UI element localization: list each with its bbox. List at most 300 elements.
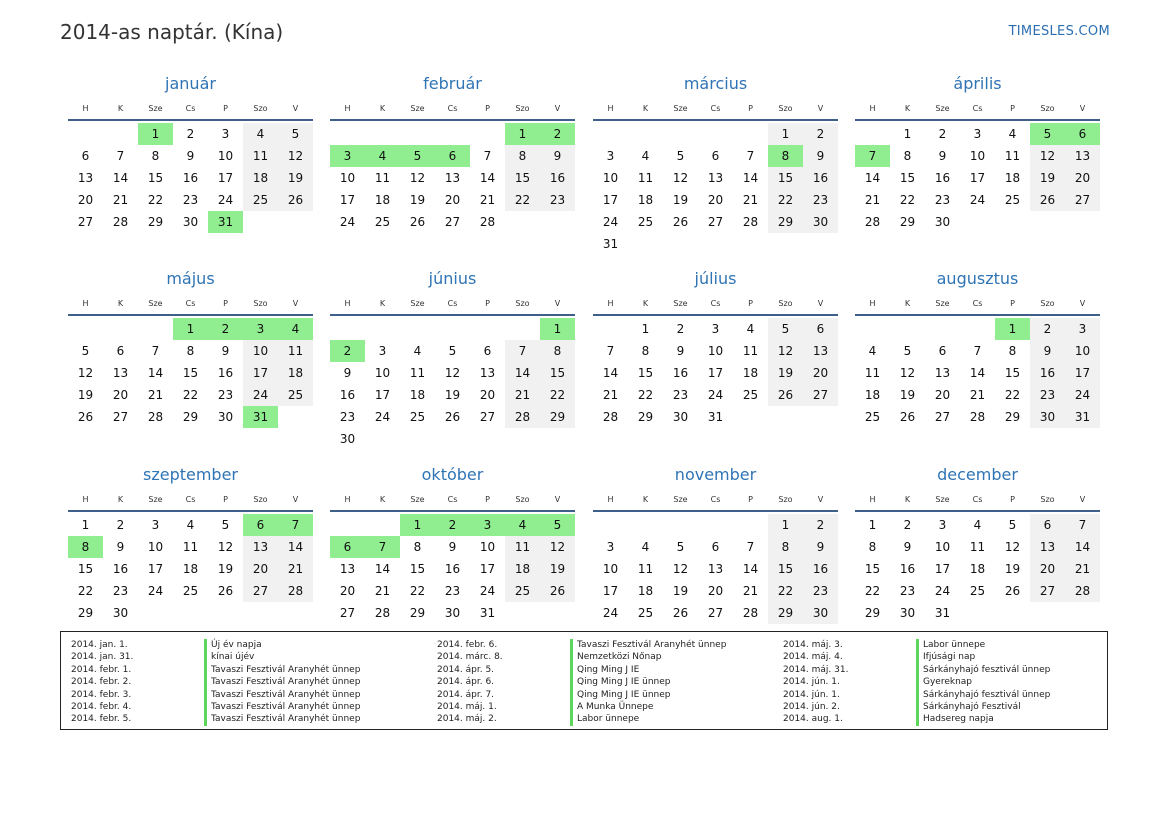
day-cell: 19 bbox=[899, 388, 916, 402]
weekday-label: Szo bbox=[778, 494, 793, 504]
legend-row bbox=[783, 701, 1050, 713]
weekday-label: K bbox=[642, 494, 649, 504]
day-cell: 20 bbox=[444, 193, 461, 207]
legend-row bbox=[71, 676, 360, 688]
day-cell: 19 bbox=[278, 167, 313, 189]
day-cell: 23 bbox=[182, 193, 199, 207]
day-cell: 13 bbox=[77, 171, 94, 185]
day-cell: 21 bbox=[742, 584, 759, 598]
day-cell: 11 bbox=[969, 540, 986, 554]
day-cell: 4 bbox=[868, 344, 877, 358]
holiday-name: Ifjúsági nap bbox=[916, 651, 975, 663]
day-cell: 12 bbox=[77, 366, 94, 380]
day-cell: 6 bbox=[1065, 123, 1100, 145]
month-name: január bbox=[165, 74, 216, 93]
day-cell: 25 bbox=[505, 580, 540, 602]
day-cell: 22 bbox=[768, 189, 803, 211]
day-cell: 10 bbox=[602, 562, 619, 576]
weekday-label: Cs bbox=[185, 298, 196, 308]
weekday-label: P bbox=[485, 494, 490, 504]
day-cell: 28 bbox=[864, 215, 881, 229]
holiday-date: 2014. aug. 1. bbox=[783, 714, 843, 725]
weekday-header bbox=[855, 292, 1100, 316]
day-cell: 7 bbox=[746, 149, 755, 163]
day-cell: 1 bbox=[641, 322, 650, 336]
weekday-label: P bbox=[748, 103, 753, 113]
day-cell: 27 bbox=[1065, 189, 1100, 211]
weekday-header bbox=[330, 97, 575, 121]
day-cell: 1 bbox=[505, 123, 540, 145]
weekday-label: H bbox=[82, 298, 89, 308]
day-cell: 25 bbox=[742, 388, 759, 402]
day-cell: 12 bbox=[672, 171, 689, 185]
legend-row bbox=[783, 689, 1050, 701]
day-cell: 23 bbox=[1030, 384, 1065, 406]
day-cell: 22 bbox=[182, 388, 199, 402]
weekday-label: Cs bbox=[972, 103, 983, 113]
day-cell: 26 bbox=[217, 584, 234, 598]
day-cell: 29 bbox=[540, 406, 575, 428]
day-cell: 31 bbox=[1065, 406, 1100, 428]
day-cell: 1 bbox=[903, 127, 912, 141]
day-cell: 21 bbox=[505, 384, 540, 406]
day-grid bbox=[593, 123, 838, 255]
weekday-label: P bbox=[223, 298, 228, 308]
holiday-date: 2014. febr. 2. bbox=[71, 677, 132, 688]
day-cell: 26 bbox=[1030, 189, 1065, 211]
weekday-label: V bbox=[1079, 103, 1086, 113]
weekday-label: Cs bbox=[710, 298, 721, 308]
holiday-date: 2014. máj. 31. bbox=[783, 664, 849, 675]
weekday-label: Cs bbox=[185, 103, 196, 113]
holiday-name: Qing Ming J IE bbox=[570, 664, 639, 676]
day-cell: 14 bbox=[147, 366, 164, 380]
day-cell: 2 bbox=[903, 518, 912, 532]
day-cell: 14 bbox=[278, 536, 313, 558]
day-cell: 4 bbox=[1008, 127, 1017, 141]
day-cell: 15 bbox=[768, 167, 803, 189]
day-cell: 12 bbox=[540, 536, 575, 558]
day-cell: 6 bbox=[938, 344, 947, 358]
day-cell: 13 bbox=[803, 340, 838, 362]
day-cell: 27 bbox=[339, 606, 356, 620]
day-cell: 11 bbox=[409, 366, 426, 380]
day-cell: 21 bbox=[864, 193, 881, 207]
day-cell: 18 bbox=[637, 584, 654, 598]
day-cell: 23 bbox=[672, 388, 689, 402]
weekday-label: Szo bbox=[1040, 298, 1055, 308]
day-cell: 26 bbox=[540, 580, 575, 602]
day-cell: 30 bbox=[803, 602, 838, 624]
day-cell: 6 bbox=[81, 149, 90, 163]
day-cell: 17 bbox=[602, 193, 619, 207]
day-cell: 28 bbox=[278, 580, 313, 602]
day-cell: 27 bbox=[707, 606, 724, 620]
day-cell: 28 bbox=[1065, 580, 1100, 602]
weekday-label: H bbox=[869, 103, 876, 113]
day-cell: 28 bbox=[479, 215, 496, 229]
site-link[interactable]: TIMESLES.COM bbox=[1008, 24, 1110, 39]
day-cell: 10 bbox=[339, 171, 356, 185]
day-cell: 16 bbox=[182, 171, 199, 185]
weekday-label: Szo bbox=[778, 103, 793, 113]
legend-column bbox=[783, 639, 1050, 726]
day-cell: 31 bbox=[243, 406, 278, 428]
day-cell: 22 bbox=[77, 584, 94, 598]
day-cell: 11 bbox=[182, 540, 199, 554]
weekday-label: H bbox=[344, 494, 351, 504]
day-cell: 22 bbox=[899, 193, 916, 207]
day-cell: 9 bbox=[803, 145, 838, 167]
day-cell: 31 bbox=[208, 211, 243, 233]
day-cell: 19 bbox=[444, 388, 461, 402]
day-cell: 1 bbox=[81, 518, 90, 532]
day-cell: 21 bbox=[147, 388, 164, 402]
day-cell: 17 bbox=[147, 562, 164, 576]
legend-row bbox=[437, 676, 726, 688]
month-block bbox=[330, 464, 575, 624]
weekday-label: K bbox=[904, 298, 911, 308]
day-cell: 22 bbox=[540, 384, 575, 406]
day-cell: 25 bbox=[278, 384, 313, 406]
day-cell: 4 bbox=[505, 514, 540, 536]
holiday-date: 2014. ápr. 5. bbox=[437, 664, 495, 675]
day-cell: 16 bbox=[934, 171, 951, 185]
day-cell: 16 bbox=[444, 562, 461, 576]
holiday-date: 2014. máj. 2. bbox=[437, 714, 497, 725]
legend-row bbox=[783, 651, 1050, 663]
day-cell: 18 bbox=[1004, 171, 1021, 185]
day-cell: 30 bbox=[1030, 406, 1065, 428]
weekday-label: Szo bbox=[515, 298, 530, 308]
day-cell: 2 bbox=[1030, 318, 1065, 340]
day-cell: 20 bbox=[707, 193, 724, 207]
day-cell: 23 bbox=[934, 193, 951, 207]
day-cell: 2 bbox=[116, 518, 125, 532]
day-cell: 6 bbox=[711, 540, 720, 554]
day-cell: 21 bbox=[1065, 558, 1100, 580]
day-cell: 11 bbox=[243, 145, 278, 167]
day-cell: 6 bbox=[483, 344, 492, 358]
day-cell: 19 bbox=[672, 193, 689, 207]
day-cell: 3 bbox=[938, 518, 947, 532]
weekday-label: Cs bbox=[185, 494, 196, 504]
weekday-label: Sze bbox=[935, 494, 950, 504]
day-cell: 30 bbox=[672, 410, 689, 424]
weekday-label: K bbox=[379, 494, 386, 504]
day-cell: 15 bbox=[864, 562, 881, 576]
day-cell: 28 bbox=[112, 215, 129, 229]
day-cell: 23 bbox=[540, 189, 575, 211]
day-cell: 2 bbox=[435, 514, 470, 536]
weekday-label: P bbox=[1010, 103, 1015, 113]
day-cell: 27 bbox=[803, 384, 838, 406]
weekday-header bbox=[330, 292, 575, 316]
day-cell: 13 bbox=[1065, 145, 1100, 167]
day-cell: 5 bbox=[540, 514, 575, 536]
day-cell: 8 bbox=[540, 340, 575, 362]
weekday-label: K bbox=[117, 103, 124, 113]
day-cell: 10 bbox=[479, 540, 496, 554]
day-cell: 24 bbox=[1065, 384, 1100, 406]
day-cell: 9 bbox=[221, 344, 230, 358]
day-cell: 20 bbox=[1030, 558, 1065, 580]
legend-row bbox=[437, 689, 726, 701]
day-cell: 19 bbox=[768, 362, 803, 384]
day-cell: 1 bbox=[995, 318, 1030, 340]
weekday-label: Szo bbox=[1040, 494, 1055, 504]
day-cell: 21 bbox=[374, 584, 391, 598]
weekday-label: P bbox=[1010, 298, 1015, 308]
day-cell: 15 bbox=[182, 366, 199, 380]
day-cell: 30 bbox=[899, 606, 916, 620]
weekday-label: Szo bbox=[515, 494, 530, 504]
day-cell: 27 bbox=[707, 215, 724, 229]
day-cell: 14 bbox=[505, 362, 540, 384]
day-cell: 16 bbox=[672, 366, 689, 380]
day-cell: 15 bbox=[768, 558, 803, 580]
day-cell: 30 bbox=[217, 410, 234, 424]
month-block bbox=[330, 73, 575, 233]
day-cell: 24 bbox=[969, 193, 986, 207]
day-cell: 6 bbox=[435, 145, 470, 167]
day-cell: 4 bbox=[413, 344, 422, 358]
day-cell: 8 bbox=[641, 344, 650, 358]
month-block bbox=[593, 73, 838, 255]
day-cell: 26 bbox=[278, 189, 313, 211]
day-cell: 6 bbox=[711, 149, 720, 163]
weekday-label: H bbox=[607, 298, 614, 308]
day-cell: 19 bbox=[409, 193, 426, 207]
day-cell: 18 bbox=[182, 562, 199, 576]
weekday-label: Sze bbox=[673, 103, 688, 113]
day-cell: 20 bbox=[243, 558, 278, 580]
day-cell: 28 bbox=[742, 215, 759, 229]
day-cell: 14 bbox=[479, 171, 496, 185]
day-cell: 14 bbox=[969, 366, 986, 380]
day-cell: 3 bbox=[606, 149, 615, 163]
day-cell: 24 bbox=[374, 410, 391, 424]
day-cell: 7 bbox=[606, 344, 615, 358]
day-cell: 4 bbox=[973, 518, 982, 532]
day-cell: 16 bbox=[339, 388, 356, 402]
holiday-name: Gyereknap bbox=[916, 676, 972, 688]
day-cell: 7 bbox=[151, 344, 160, 358]
weekday-label: H bbox=[344, 103, 351, 113]
day-cell: 19 bbox=[217, 562, 234, 576]
day-cell: 5 bbox=[448, 344, 457, 358]
holiday-name: Qing Ming J IE ünnep bbox=[570, 689, 671, 701]
day-cell: 16 bbox=[803, 558, 838, 580]
day-cell: 1 bbox=[540, 318, 575, 340]
day-grid bbox=[855, 514, 1100, 624]
weekday-label: K bbox=[379, 298, 386, 308]
weekday-label: Cs bbox=[710, 103, 721, 113]
day-cell: 12 bbox=[899, 366, 916, 380]
day-cell: 20 bbox=[339, 584, 356, 598]
day-cell: 4 bbox=[641, 540, 650, 554]
weekday-label: Sze bbox=[935, 298, 950, 308]
day-cell: 10 bbox=[374, 366, 391, 380]
day-cell: 12 bbox=[217, 540, 234, 554]
weekday-label: P bbox=[223, 103, 228, 113]
day-cell: 25 bbox=[374, 215, 391, 229]
day-cell: 31 bbox=[707, 410, 724, 424]
day-cell: 9 bbox=[448, 540, 457, 554]
holiday-date: 2014. jún. 1. bbox=[783, 689, 840, 700]
month-name: július bbox=[694, 269, 737, 288]
day-cell: 2 bbox=[208, 318, 243, 340]
day-cell: 26 bbox=[409, 215, 426, 229]
day-cell: 27 bbox=[243, 580, 278, 602]
day-cell: 15 bbox=[409, 562, 426, 576]
day-cell: 16 bbox=[1030, 362, 1065, 384]
day-cell: 23 bbox=[112, 584, 129, 598]
day-cell: 30 bbox=[444, 606, 461, 620]
weekday-label: Sze bbox=[148, 494, 163, 504]
day-cell: 19 bbox=[1030, 167, 1065, 189]
day-cell: 18 bbox=[278, 362, 313, 384]
day-cell: 10 bbox=[147, 540, 164, 554]
day-cell: 7 bbox=[855, 145, 890, 167]
day-cell: 4 bbox=[186, 518, 195, 532]
day-grid bbox=[855, 123, 1100, 233]
month-name: október bbox=[421, 465, 484, 484]
day-cell: 29 bbox=[899, 215, 916, 229]
weekday-label: P bbox=[223, 494, 228, 504]
weekday-header bbox=[68, 97, 313, 121]
day-cell: 4 bbox=[746, 322, 755, 336]
day-cell: 23 bbox=[217, 388, 234, 402]
day-cell: 5 bbox=[676, 149, 685, 163]
day-cell: 28 bbox=[374, 606, 391, 620]
day-cell: 9 bbox=[803, 536, 838, 558]
day-cell: 30 bbox=[803, 211, 838, 233]
day-cell: 18 bbox=[409, 388, 426, 402]
weekday-label: Szo bbox=[778, 298, 793, 308]
weekday-label: K bbox=[904, 103, 911, 113]
day-cell: 6 bbox=[330, 536, 365, 558]
page-title: 2014-as naptár. (Kína) bbox=[60, 20, 284, 44]
day-cell: 12 bbox=[278, 145, 313, 167]
legend-row bbox=[71, 713, 360, 725]
day-cell: 4 bbox=[641, 149, 650, 163]
holiday-date: 2014. máj. 4. bbox=[783, 652, 843, 663]
month-block bbox=[593, 464, 838, 624]
day-cell: 14 bbox=[112, 171, 129, 185]
day-cell: 7 bbox=[116, 149, 125, 163]
day-cell: 9 bbox=[903, 540, 912, 554]
holiday-date: 2014. ápr. 6. bbox=[437, 677, 495, 688]
day-cell: 28 bbox=[147, 410, 164, 424]
month-name: március bbox=[683, 74, 748, 93]
day-cell: 25 bbox=[182, 584, 199, 598]
day-cell: 14 bbox=[864, 171, 881, 185]
legend-row bbox=[783, 639, 1050, 651]
day-cell: 2 bbox=[803, 123, 838, 145]
weekday-label: Sze bbox=[410, 298, 425, 308]
day-cell: 26 bbox=[1004, 584, 1021, 598]
day-cell: 10 bbox=[707, 344, 724, 358]
day-cell: 26 bbox=[77, 410, 94, 424]
legend-row bbox=[437, 639, 726, 651]
weekday-label: Cs bbox=[447, 298, 458, 308]
day-cell: 27 bbox=[1030, 580, 1065, 602]
weekday-label: K bbox=[379, 103, 386, 113]
day-cell: 11 bbox=[374, 171, 391, 185]
day-cell: 5 bbox=[81, 344, 90, 358]
day-cell: 28 bbox=[969, 410, 986, 424]
day-cell: 17 bbox=[479, 562, 496, 576]
day-cell: 9 bbox=[116, 540, 125, 554]
day-cell: 16 bbox=[803, 167, 838, 189]
weekday-label: V bbox=[292, 298, 299, 308]
day-cell: 20 bbox=[479, 388, 496, 402]
month-block bbox=[330, 268, 575, 450]
day-cell: 20 bbox=[77, 193, 94, 207]
day-cell: 6 bbox=[243, 514, 278, 536]
weekday-label: V bbox=[292, 103, 299, 113]
day-cell: 8 bbox=[505, 145, 540, 167]
weekday-label: Cs bbox=[447, 103, 458, 113]
weekday-label: Cs bbox=[972, 298, 983, 308]
day-cell: 24 bbox=[934, 584, 951, 598]
day-cell: 12 bbox=[409, 171, 426, 185]
day-cell: 27 bbox=[112, 410, 129, 424]
day-cell: 9 bbox=[343, 366, 352, 380]
day-cell: 3 bbox=[243, 318, 278, 340]
day-cell: 8 bbox=[151, 149, 160, 163]
holiday-name: Labor ünnepe bbox=[916, 639, 985, 651]
day-cell: 2 bbox=[186, 127, 195, 141]
day-cell: 12 bbox=[1030, 145, 1065, 167]
day-cell: 9 bbox=[676, 344, 685, 358]
weekday-label: Sze bbox=[410, 494, 425, 504]
day-cell: 17 bbox=[243, 362, 278, 384]
day-grid bbox=[68, 318, 313, 428]
day-cell: 22 bbox=[864, 584, 881, 598]
month-name: augusztus bbox=[936, 269, 1019, 288]
day-cell: 20 bbox=[934, 388, 951, 402]
day-cell: 13 bbox=[707, 171, 724, 185]
weekday-label: Sze bbox=[148, 298, 163, 308]
day-cell: 23 bbox=[444, 584, 461, 598]
weekday-label: Szo bbox=[515, 103, 530, 113]
holiday-date: 2014. febr. 6. bbox=[437, 640, 498, 650]
weekday-label: Sze bbox=[935, 103, 950, 113]
day-cell: 19 bbox=[1004, 562, 1021, 576]
legend-row bbox=[71, 701, 360, 713]
day-cell: 11 bbox=[864, 366, 881, 380]
holiday-date: 2014. ápr. 7. bbox=[437, 689, 495, 700]
holiday-name: Tavaszi Fesztivál Aranyhét ünnep bbox=[204, 713, 360, 725]
day-cell: 29 bbox=[409, 606, 426, 620]
weekday-label: V bbox=[1079, 298, 1086, 308]
day-cell: 18 bbox=[243, 167, 278, 189]
day-cell: 26 bbox=[899, 410, 916, 424]
day-cell: 27 bbox=[934, 410, 951, 424]
day-cell: 15 bbox=[77, 562, 94, 576]
weekday-label: H bbox=[607, 103, 614, 113]
day-cell: 21 bbox=[278, 558, 313, 580]
day-cell: 7 bbox=[505, 340, 540, 362]
day-grid bbox=[68, 514, 313, 624]
day-cell: 21 bbox=[742, 193, 759, 207]
day-cell: 16 bbox=[217, 366, 234, 380]
day-grid bbox=[330, 123, 575, 233]
holiday-name: Qing Ming J IE ünnep bbox=[570, 676, 671, 688]
day-cell: 17 bbox=[707, 366, 724, 380]
